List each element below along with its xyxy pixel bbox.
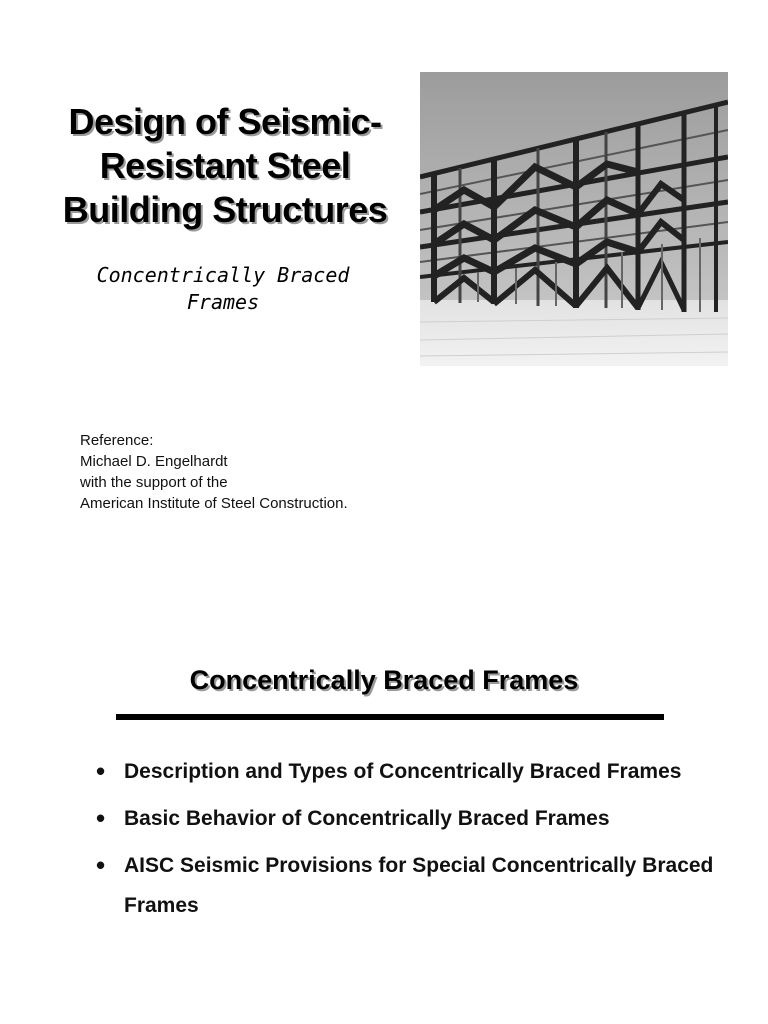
bullet-list (96, 752, 716, 933)
title-line-2: Resistant Steel (99, 145, 351, 186)
bullet-icon: • (96, 850, 106, 880)
bullet-text: AISC Seismic Provisions for Special Concentrically Braced Frames (124, 854, 714, 917)
reference-organization: American Institute of Steel Construction. (80, 495, 348, 512)
bullet-icon: • (96, 803, 106, 833)
title-underline (116, 714, 664, 720)
subtitle-line-2: Frames (186, 290, 260, 314)
title-line-1: Design of Seismic- (68, 101, 382, 142)
bullet-item (96, 752, 716, 792)
slide-subtitle (60, 262, 386, 316)
bullet-icon: • (96, 756, 106, 786)
reference-label: Reference: (80, 432, 154, 449)
bullet-text: Description and Types of Concentrically Braced Frames (124, 760, 682, 783)
reference-author: Michael D. Engelhardt (80, 453, 228, 470)
bullet-item (96, 846, 716, 926)
subtitle-line-1: Concentrically Braced (96, 263, 350, 287)
bullet-item (96, 799, 716, 839)
slide-title (40, 100, 410, 232)
reference-support: with the support of the (80, 474, 228, 491)
bullet-text: Basic Behavior of Concentrically Braced Frames (124, 807, 610, 830)
steel-frame-photo (420, 72, 728, 366)
steel-frame-illustration (420, 72, 728, 366)
title-line-3: Building Structures (62, 189, 388, 230)
reference-block (80, 430, 348, 514)
section-title: Concentrically Braced Frames (189, 665, 579, 695)
